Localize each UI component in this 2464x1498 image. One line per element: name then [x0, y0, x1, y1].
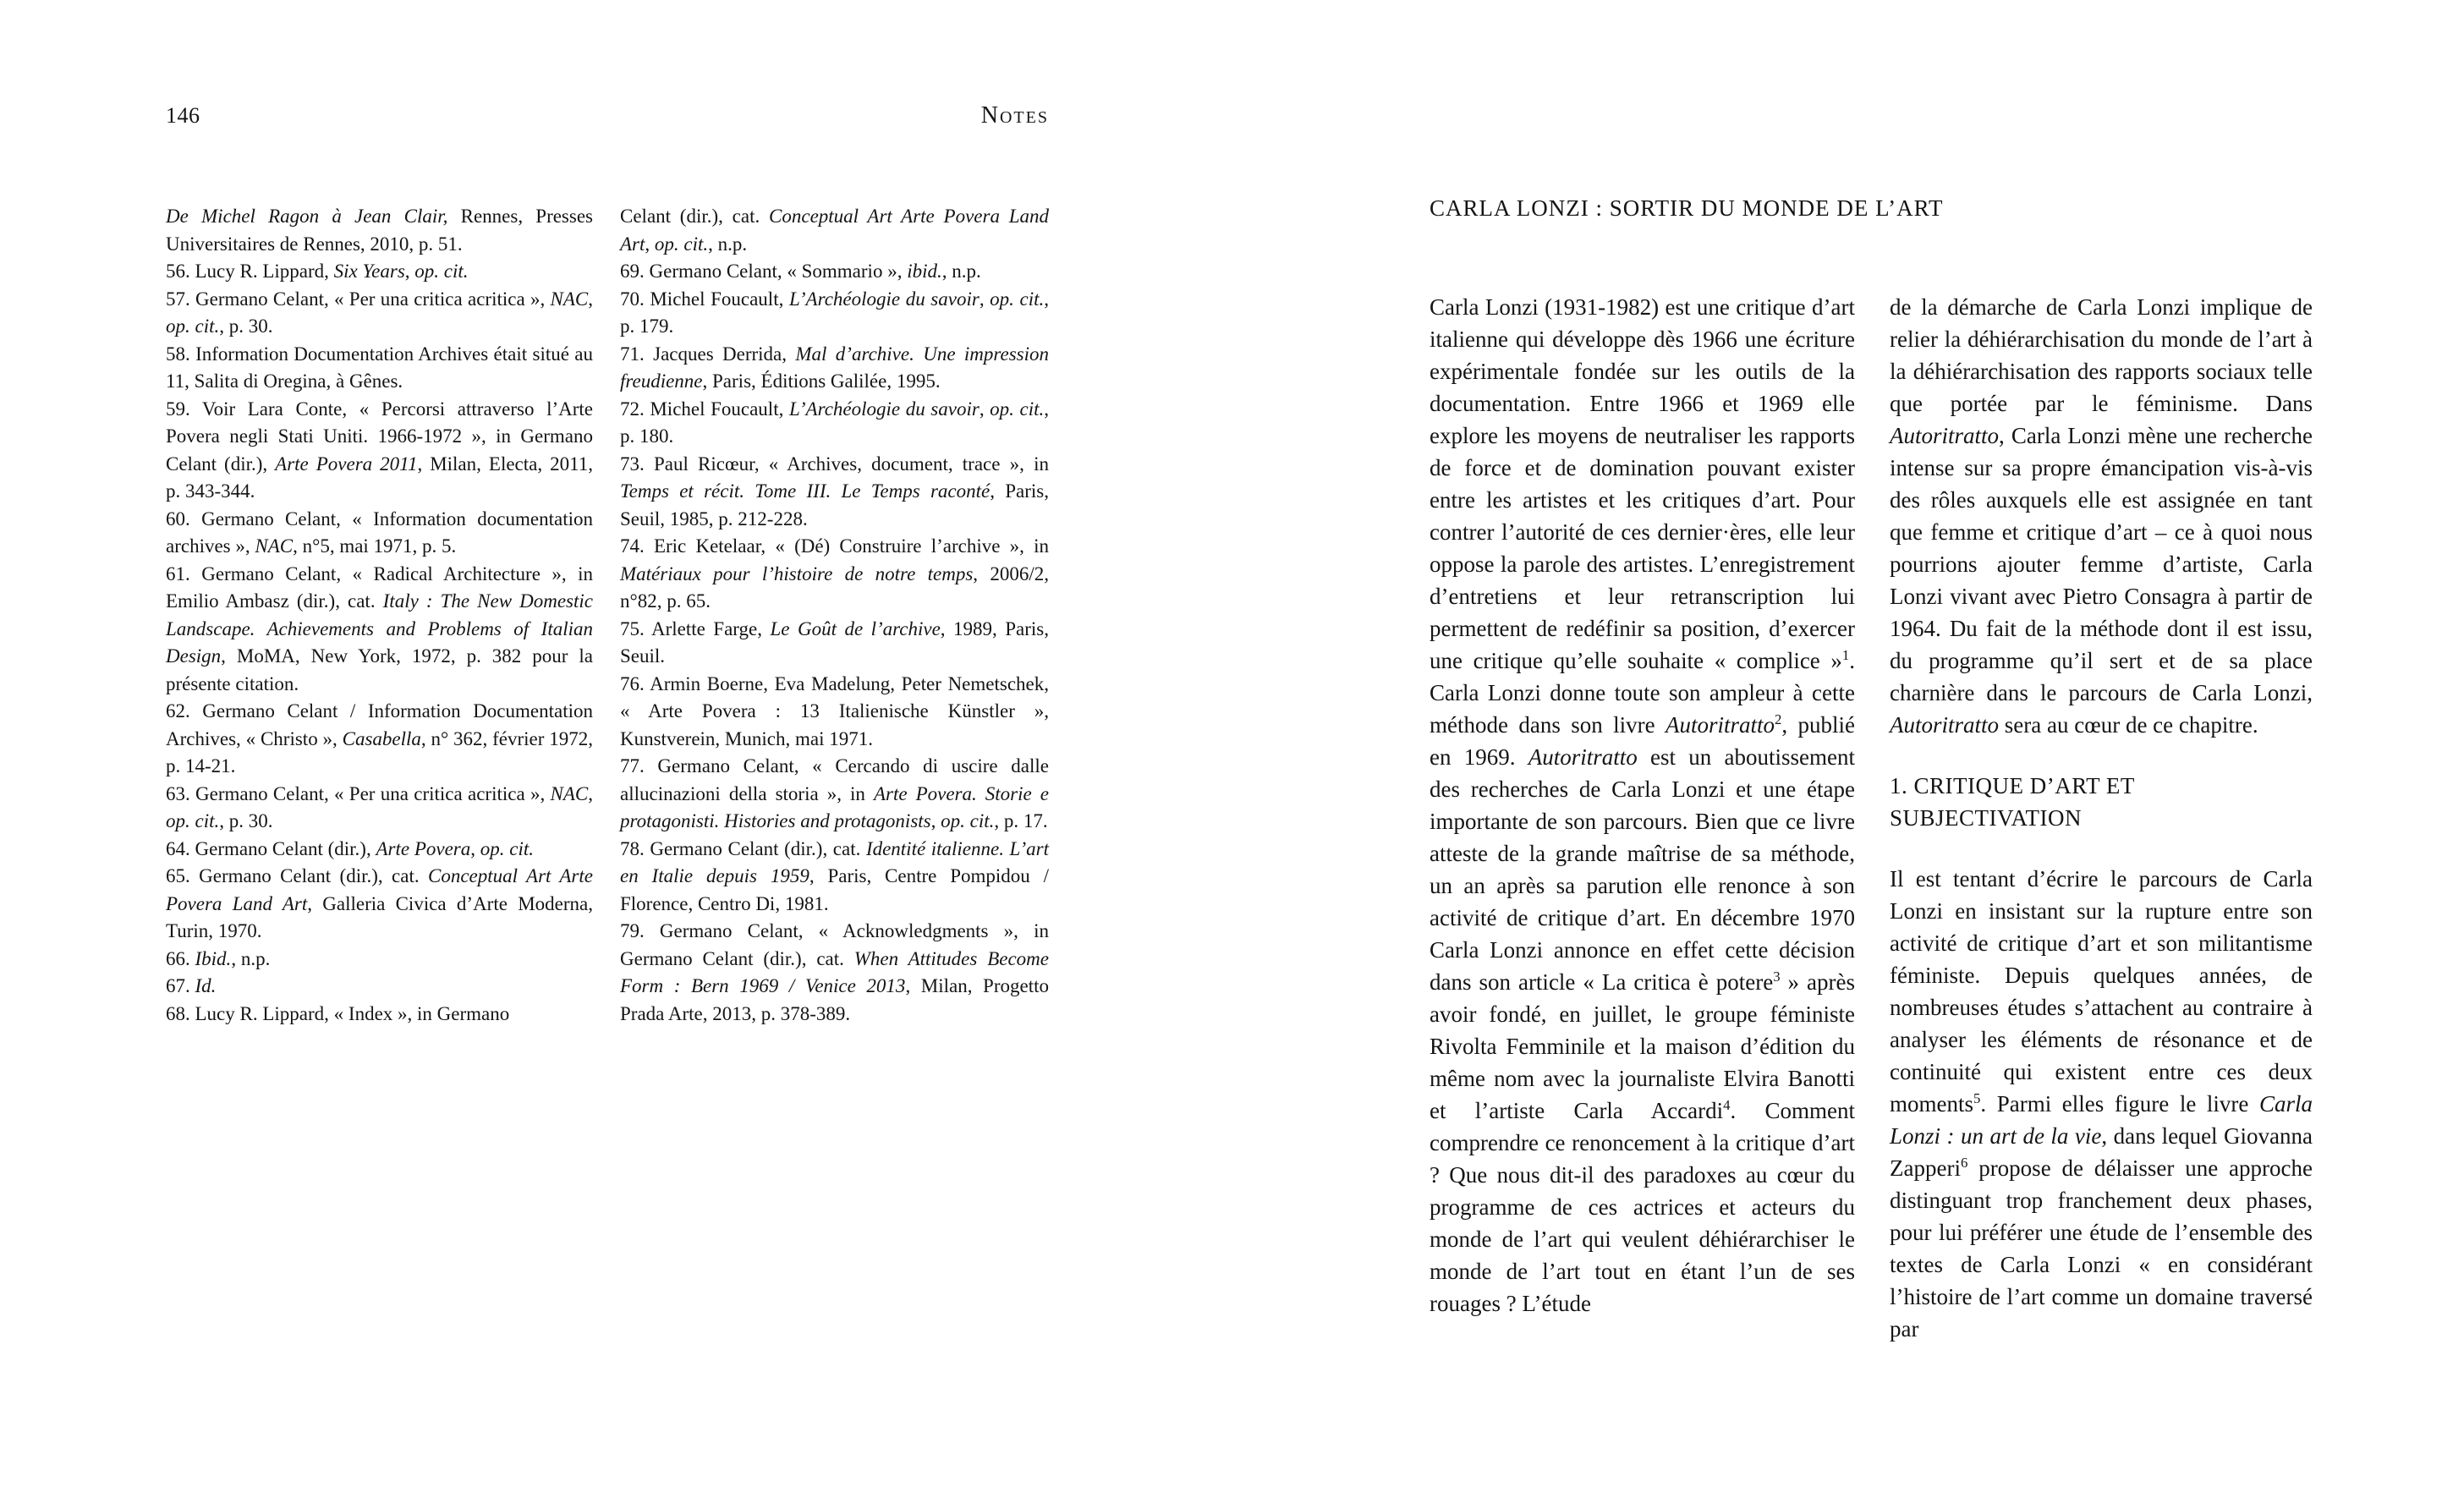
note-paragraph: 71. Jacques Derrida, Mal d’archive. Une impression freudienne, Paris, Éditions Galilée, 1995. [620, 343, 1049, 392]
note-paragraph: Celant (dir.), cat. Conceptual Art Arte Povera Land Art, op. cit., n.p. [620, 206, 1050, 255]
note-paragraph: 56. Lucy R. Lippard, Six Years, op. cit. [166, 261, 469, 282]
note-paragraph: 70. Michel Foucault, L’Archéologie du savoir, op. cit., p. 179. [620, 288, 1050, 337]
note-paragraph: 61. Germano Celant, « Radical Architecture », in Emilio Ambasz (dir.), cat. Italy : The New Domestic Landscape. Achievements and Problems of Italian Design, MoMA, New York, 1972, p. 382 pour la présente citation. [166, 562, 593, 694]
note-paragraph: 65. Germano Celant (dir.), cat. Conceptual Art Arte Povera Land Art, Galleria Civica d’Arte Moderna, Turin, 1970. [166, 865, 593, 941]
notes-column-1 [166, 203, 593, 1028]
body-column-1 [1430, 291, 1855, 1320]
chapter-title: CARLA LONZI : SORTIR DU MONDE DE L’ART [1430, 195, 1944, 221]
body-paragraph: Carla Lonzi (1931-1982) est une critique d’art italienne qui développe dès 1966 une écriture expérimentale fondée sur les outils de la documentation. Entre 1966 et 1969 elle explore les moyens de neutraliser les rapports de force et de domination pouvant exister entre les artistes et les critiques d’art. Pour contrer l’autorité de ces dernier·ères, elle leur oppose la parole des artistes. L’enregistrement d’entretiens et leur retranscription lui permettent de redéfinir sa position, d’exercer une critique qu’elle souhaite « complice »$^1$. Carla Lonzi donne toute son ampleur à cette méthode dans son livre Autoritratto$^2$, publié en 1969. Autoritratto est un aboutissement des recherches de Carla Lonzi et une étape importante de son parcours. Bien que ce livre atteste de la grande maîtrise de sa méthode, un an après sa parution elle renonce à son activité de critique d’art. En décembre 1970 Carla Lonzi annonce en effet cette décision dans son article « La critica è potere$^3$ » après avoir fondé, en juillet, le groupe féministe Rivolta Femminile et la maison d’édition du même nom avec la journaliste Elvira Banotti et l’artiste Carla Accardi$^4$. Comment comprendre ce renoncement à la critique d’art ? Que nous dit-il des paradoxes au cœur du programme de ces actrices et acteurs du monde de l’art qui veulent déhiérarchiser le monde de l’art tout en étant l’un de ses rouages ? L’étude [1430, 294, 1855, 1316]
body-paragraph: Il est tentant d’écrire le parcours de Carla Lonzi en insistant sur la rupture entre son activité de critique d’art et son militantisme féministe. Depuis quelques années, de nombreuses études s’attachent au contraire à analyser les éléments de résonance et de continuité qui existent entre ces deux moments$^5$. Parmi elles figure le livre Carla Lonzi : un art de la vie, dans lequel Giovanna Zapperi$^6$ propose de délaisser une approche distinguant trop franchement deux phases, pour lui préférer une étude de l’ensemble des textes de Carla Lonzi « en considérant l’histoire de l’art comme un domaine traversé par [1890, 866, 2313, 1342]
note-paragraph: 68. Lucy R. Lippard, « Index », in Germano [166, 1002, 510, 1024]
note-paragraph: 74. Eric Ketelaar, « (Dé) Construire l’archive », in Matériaux pour l’histoire de notre temps, 2006/2, n°82, p. 65. [620, 535, 1049, 612]
running-head [166, 102, 1049, 129]
note-paragraph: 69. Germano Celant, « Sommario », ibid., n.p. [620, 261, 981, 282]
note-paragraph: 79. Germano Celant, « Acknowledgments », in Germano Celant (dir.), cat. When Attitudes Become Form : Bern 1969 / Venice 2013, Milan, Progetto Prada Arte, 2013, p. 378-389. [620, 920, 1049, 1024]
body-paragraph: de la démarche de Carla Lonzi implique de relier la déhiérarchisation du monde de l’art à la déhiérarchisation des rapports sociaux telle que portée par le féminisme. Dans Autoritratto, Carla Lonzi mène une recherche intense sur sa propre émancipation vis-à-vis des rôles auxquels elle est assignée en tant que femme et critique d’art – ce à quoi nous pourrions ajouter femme d’artiste, Carla Lonzi vivant avec Pietro Consagra à partir de 1964. Du fait de la méthode dont il est issu, du programme qu’il sert et de sa place charnière dans le parcours de Carla Lonzi, Autoritratto sera au cœur de ce chapitre. [1890, 294, 2313, 738]
note-paragraph: 72. Michel Foucault, L’Archéologie du savoir, op. cit., p. 180. [620, 398, 1050, 447]
note-paragraph: 60. Germano Celant, « Information documentation archives », NAC, n°5, mai 1971, p. 5. [166, 508, 593, 557]
note-paragraph: 67. Id. [166, 975, 217, 996]
note-paragraph: 78. Germano Celant (dir.), cat. Identité italienne. L’art en Italie depuis 1959, Paris, Centre Pompidou / Florence, Centro Di, 1981. [620, 837, 1049, 914]
note-paragraph: 63. Germano Celant, « Per una critica acritica », NAC, op. cit., p. 30. [166, 782, 593, 831]
note-paragraph: 64. Germano Celant (dir.), Arte Povera, op. cit. [166, 837, 534, 859]
running-header-title: Notes [980, 102, 1049, 129]
page-number: 146 [166, 103, 200, 128]
note-paragraph: 58. Information Documentation Archives était situé au 11, Salita di Oregina, à Gênes. [166, 343, 593, 392]
notes-column-2 [620, 203, 1049, 1028]
note-paragraph: 73. Paul Ricœur, « Archives, document, trace », in Temps et récit. Tome III. Le Temps raconté, Paris, Seuil, 1985, p. 212-228. [620, 453, 1049, 530]
note-paragraph: 66. Ibid., n.p. [166, 947, 271, 969]
body-column-2 [1890, 291, 2313, 1345]
section-heading: 1. CRITIQUE D’ART ET SUBJECTIVATION [1890, 773, 2135, 831]
note-paragraph: 57. Germano Celant, « Per una critica acritica », NAC, op. cit., p. 30. [166, 288, 593, 337]
note-paragraph: 75. Arlette Farge, Le Goût de l’archive, 1989, Paris, Seuil. [620, 617, 1050, 667]
note-paragraph: De Michel Ragon à Jean Clair, Rennes, Presses Universitaires de Rennes, 2010, p. 51. [166, 206, 593, 255]
note-paragraph: 62. Germano Celant / Information Documentation Archives, « Christo », Casabella, n° 362, février 1972, p. 14-21. [166, 700, 593, 776]
note-paragraph: 76. Armin Boerne, Eva Madelung, Peter Nemetschek, « Arte Povera : 13 Italienische Künstler », Kunstverein, Munich, mai 1971. [620, 672, 1049, 749]
note-paragraph: 77. Germano Celant, « Cercando di uscire dalle allucinazioni della storia », in Arte Povera. Storie e protagonisti. Histories and protagonists, op. cit., p. 17. [620, 755, 1049, 831]
note-paragraph: 59. Voir Lara Conte, « Percorsi attraverso l’Arte Povera negli Stati Uniti. 1966-1972 », in Germano Celant (dir.), Arte Povera 2011, Milan, Electa, 2011, p. 343-344. [166, 398, 593, 502]
